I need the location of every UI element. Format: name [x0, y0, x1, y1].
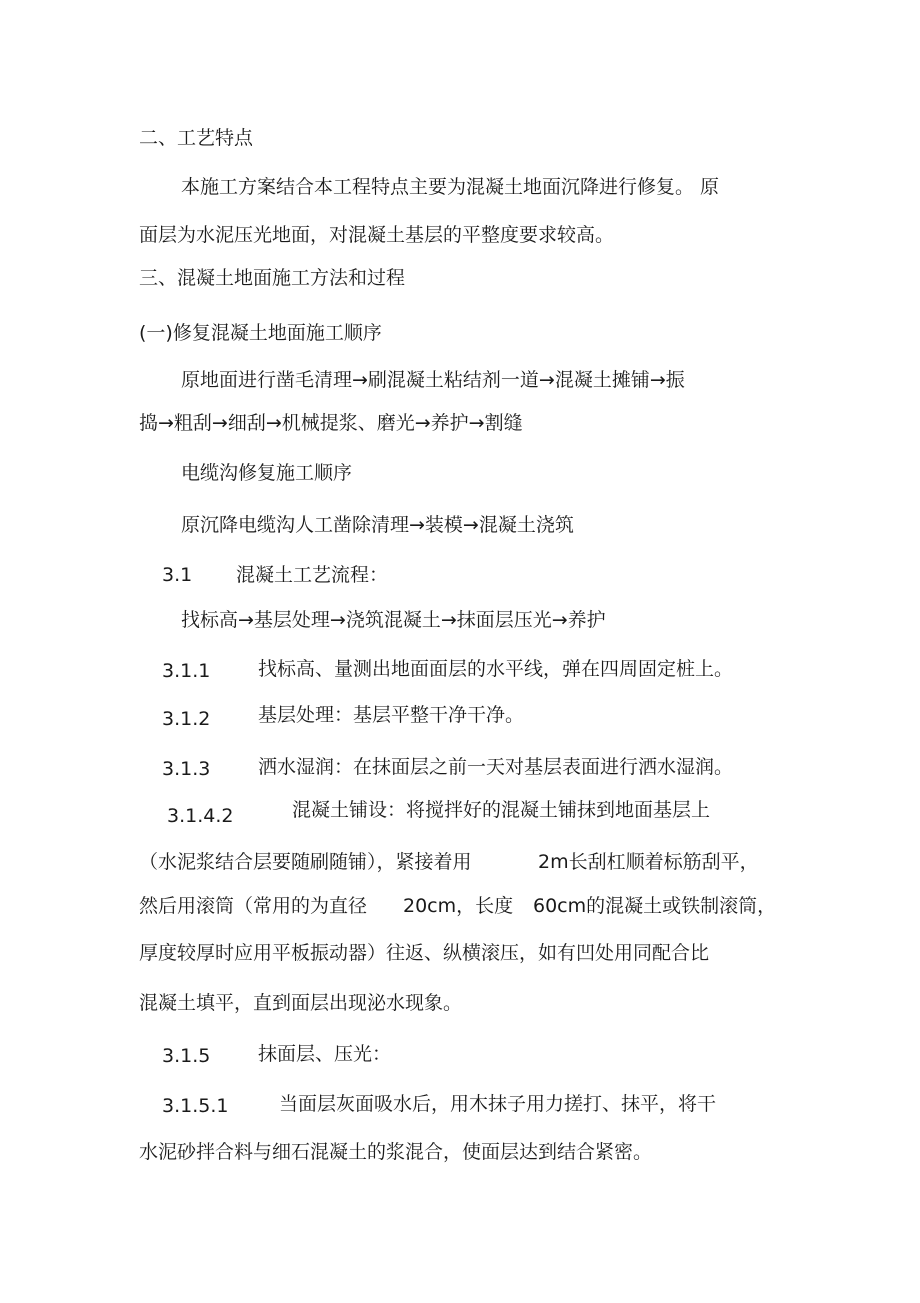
- paragraph-line: 原地面进行凿毛清理→刷混凝土粘结剂一道→混凝土摊铺→振: [181, 369, 685, 391]
- section-number: 3.1.1: [162, 660, 211, 682]
- paragraph-line: 水泥砂拌合料与细石混凝土的浆混合，使面层达到结合紧密。: [139, 1141, 653, 1163]
- section-number: 3.1.2: [162, 708, 211, 730]
- subheading-repair-sequence: (一)修复混凝土地面施工顺序: [139, 322, 382, 344]
- section-number: 3.1.3: [162, 758, 211, 780]
- paragraph-line: 捣→粗刮→细刮→机械提浆、磨光→养护→割缝: [139, 412, 523, 434]
- section-number: 3.1: [162, 564, 193, 586]
- paragraph-line: 找标高→基层处理→浇筑混凝土→抹面层压光→养护: [181, 609, 606, 631]
- subheading-cable-trench: 电缆沟修复施工顺序: [181, 462, 353, 484]
- heading-process-features: 二、工艺特点: [139, 127, 254, 149]
- section-number: 3.1.5.1: [162, 1095, 229, 1117]
- section-title: 混凝土铺设：将搅拌好的混凝土铺抹到地面基层上: [292, 799, 711, 821]
- paragraph-line: 混凝土填平，直到面层出现泌水现象。: [139, 992, 463, 1014]
- section-number: 3.1.5: [162, 1045, 211, 1067]
- section-title: 找标高、量测出地面面层的水平线，弹在四周固定桩上。: [258, 658, 734, 680]
- paragraph-line: 本施工方案结合本工程特点主要为混凝土地面沉降进行修复。 原: [181, 176, 720, 198]
- heading-construction-method: 三、混凝土地面施工方法和过程: [139, 267, 406, 289]
- section-title: 基层处理：基层平整干净干净。: [258, 704, 525, 726]
- paragraph-line: （水泥浆结合层要随刷随铺），紧接着用: [139, 851, 472, 873]
- section-title: 混凝土工艺流程：: [236, 564, 389, 586]
- paragraph-line: 20cm，长度: [403, 895, 514, 917]
- paragraph-line: 然后用滚筒（常用的为直径: [139, 895, 368, 917]
- paragraph-line: 60cm的混凝土或铁制滚筒，: [533, 895, 777, 917]
- paragraph-line: 原沉降电缆沟人工凿除清理→装模→混凝土浇筑: [181, 514, 574, 536]
- section-title: 当面层灰面吸水后，用木抹子用力搓打、抹平，将干: [279, 1093, 717, 1115]
- section-title: 洒水湿润：在抹面层之前一天对基层表面进行洒水湿润。: [258, 756, 734, 778]
- paragraph-line: 2m长刮杠顺着标筋刮平，: [538, 851, 759, 873]
- section-number: 3.1.4.2: [167, 805, 234, 827]
- paragraph-line: 面层为水泥压光地面，对混凝土基层的平整度要求较高。: [139, 224, 615, 246]
- section-title: 抹面层、压光：: [258, 1043, 392, 1065]
- paragraph-line: 厚度较厚时应用平板振动器）往返、纵横滚压，如有凹处用同配合比: [139, 942, 710, 964]
